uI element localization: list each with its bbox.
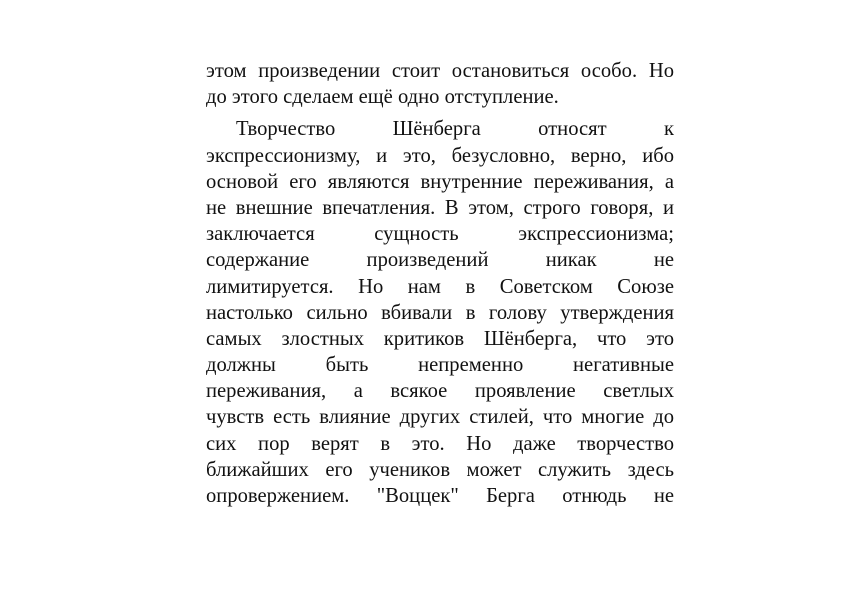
text-line: основой его являются внутренние переживания, а — [206, 170, 674, 193]
text-line: чувств есть влияние других стилей, что многие до — [206, 406, 674, 429]
paragraph-1 — [206, 58, 674, 110]
text-line: до этого сделаем ещё одно отступление. — [206, 86, 559, 109]
text-line: настолько сильно вбивали в голову утверждения — [206, 301, 674, 324]
text-line: этом произведении стоит остановиться особо. Но — [206, 60, 674, 82]
text-line: должны быть непременно негативные — [206, 354, 674, 377]
text-line: сих пор верят в это. Но даже творчество — [206, 432, 674, 455]
text-line: ближайших его учеников может служить здесь — [206, 458, 674, 481]
text-line: лимитируется. Но нам в Советском Союзе — [206, 275, 674, 298]
text-line: Творчество Шёнберга относят к — [236, 118, 674, 141]
text-line: заключается сущность экспрессионизма; — [206, 223, 674, 246]
text-line: опровержением. "Воццек" Берга отнюдь не — [206, 485, 674, 507]
text-line: переживания, а всякое проявление светлых — [206, 380, 674, 403]
body-text — [206, 58, 674, 509]
text-line: содержание произведений никак не — [206, 249, 674, 272]
text-line: экспрессионизму, и это, безусловно, верно, ибо — [206, 144, 674, 167]
paragraph-2 — [206, 116, 674, 509]
text-line: не внешние впечатления. В этом, строго говоря, и — [206, 196, 674, 219]
text-line: самых злостных критиков Шёнберга, что это — [206, 327, 674, 350]
